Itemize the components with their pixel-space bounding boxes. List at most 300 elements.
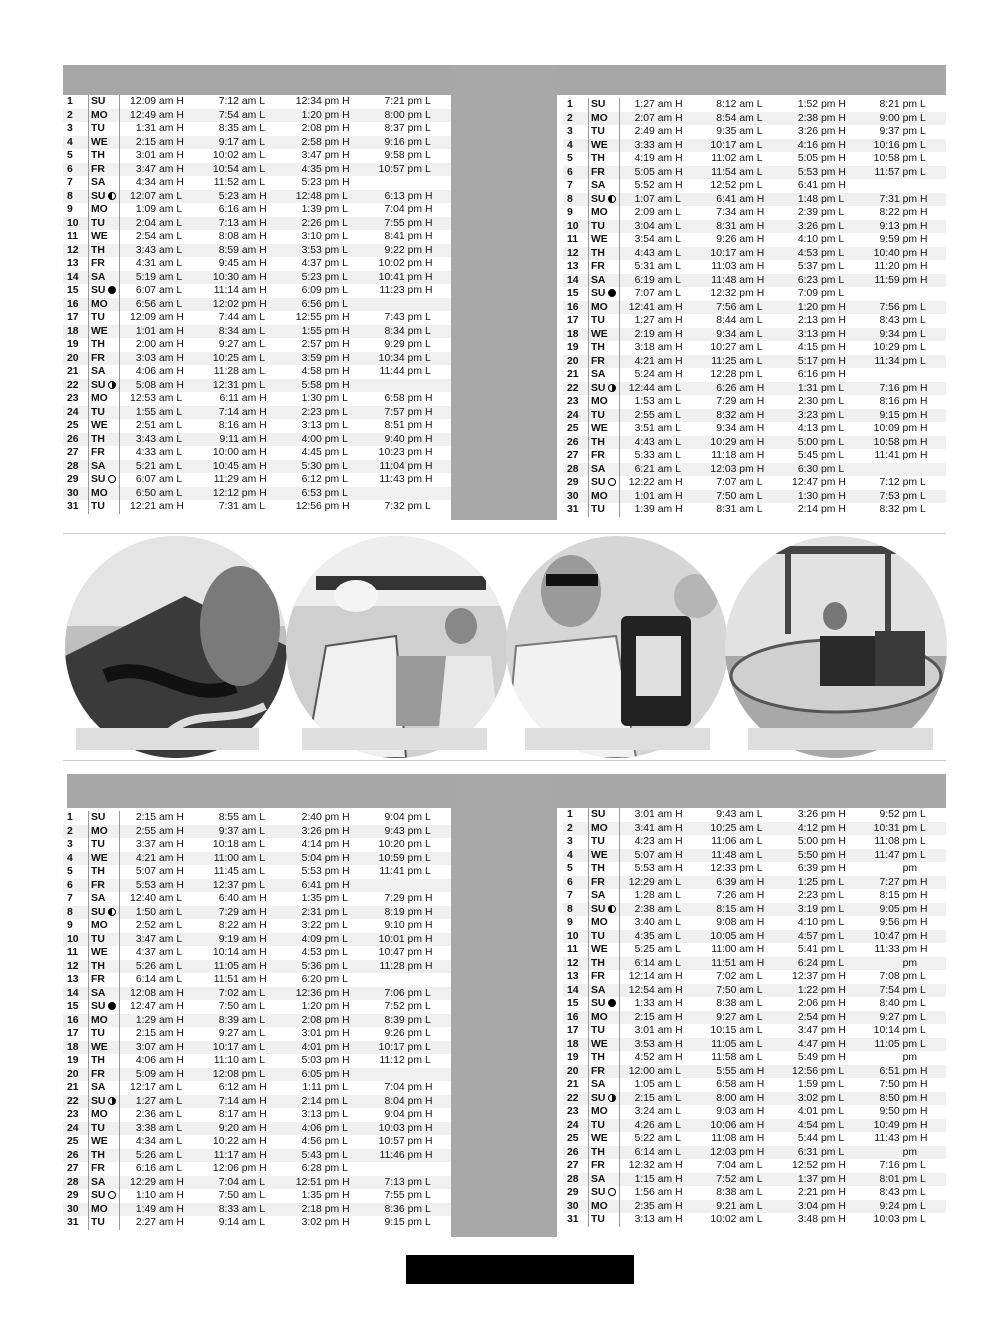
tide-code: L: [259, 1176, 266, 1188]
tide-time: 6:12 pm: [301, 474, 340, 485]
tide-time-cell: [120, 987, 203, 1001]
weekday-label: MO: [591, 301, 608, 313]
tide-code: L: [425, 163, 431, 175]
tide-code: H: [756, 423, 765, 434]
tide-code: L: [756, 99, 763, 110]
tide-time: 1:28 am: [634, 890, 673, 901]
table-row: [563, 1119, 946, 1133]
tide-code: H: [920, 1065, 928, 1077]
weekday: [589, 1024, 620, 1038]
day-number: 7: [67, 177, 73, 188]
tide-time: 10:25 am: [212, 352, 257, 364]
weekday: [589, 849, 620, 863]
tide-code: L: [176, 460, 183, 472]
weekday: [89, 933, 120, 947]
tide-time: 6:21 am: [634, 463, 673, 475]
tide-time: 9:05 pm: [879, 903, 917, 915]
photo-smiling-man: [506, 536, 728, 758]
tide-time: 6:11 am: [219, 393, 257, 404]
tide-time-cell: [368, 906, 451, 920]
tide-time-cell: [783, 436, 865, 450]
tide-time: 1:48 pm: [797, 193, 836, 205]
tide-time: 1:53 am: [634, 396, 673, 407]
table-row: [563, 1011, 946, 1025]
tide-time-cell: [368, 1135, 451, 1149]
tide-time: 2:55 am: [135, 825, 174, 837]
tide-code: H: [756, 436, 765, 448]
tide-time: 8:50 pm: [879, 1092, 917, 1104]
tide-time-cell: [864, 1132, 946, 1146]
tide-time-cell: [120, 933, 203, 947]
tide-code: H: [425, 271, 433, 283]
tide-code: H: [838, 369, 846, 380]
weekday: [89, 1189, 120, 1203]
day-number: 8: [563, 903, 589, 917]
tide-code: H: [838, 99, 846, 110]
tide-time: 12:52 pm: [710, 180, 754, 191]
tide-time-cell: [120, 960, 203, 974]
tide-code: L: [259, 109, 266, 121]
tide-code: H: [425, 947, 433, 958]
tide-time-cell: [864, 152, 946, 166]
tide-time: 4:31 am: [135, 258, 174, 269]
table-row: [563, 382, 946, 396]
tide-time: 7:50 pm: [879, 1079, 917, 1090]
table-row: [563, 179, 946, 193]
tide-code: L: [756, 153, 763, 164]
tide-code: L: [920, 1200, 926, 1212]
tide-time: 6:16 am: [135, 1163, 174, 1174]
tide-time: 5:21 am: [135, 460, 174, 472]
weekday: [89, 109, 120, 123]
day-number: 11: [67, 231, 78, 242]
day-number: 13: [567, 971, 579, 982]
tide-time: 9:29 pm: [384, 339, 422, 350]
tide-time: 12:49 am: [130, 109, 174, 121]
table-row: [63, 1176, 451, 1190]
tide-time-cell: [120, 852, 203, 866]
tide-code: L: [342, 920, 348, 931]
day-number: 4: [63, 136, 89, 150]
tide-code: L: [675, 944, 681, 955]
tide-time: 7:29 am: [716, 396, 754, 407]
tide-time: 7:54 am: [218, 109, 257, 121]
table-row: [63, 163, 451, 177]
tide-time: 12:03 pm: [710, 463, 754, 475]
new-moon-icon: [108, 1002, 116, 1010]
tide-code: L: [425, 1203, 431, 1215]
day-number: 25: [67, 420, 79, 431]
weekday-label: SU: [91, 1001, 106, 1012]
tide-time-cell: [285, 825, 368, 839]
weekday: [89, 879, 120, 893]
tide-time-cell: [783, 903, 865, 917]
tide-time-cell: [285, 865, 368, 879]
day-number: 12: [63, 960, 89, 974]
day-number: 19: [67, 339, 79, 350]
tide-time: 1:27 am: [135, 1095, 174, 1107]
tide-time: 7:02 am: [218, 987, 257, 999]
day-number: 1: [567, 809, 573, 820]
tide-code: L: [920, 342, 926, 353]
tide-time-cell: [202, 163, 285, 177]
tide-time: 5:53 am: [634, 863, 673, 874]
day-number: 28: [63, 1176, 89, 1190]
tide-code: H: [425, 406, 433, 418]
tide-code: L: [675, 436, 681, 448]
tide-time: 8:34 am: [218, 325, 257, 337]
weekday-label: TU: [591, 1214, 605, 1225]
weekday-label: MO: [591, 1106, 608, 1117]
day-number: 21: [567, 1079, 579, 1090]
tide-time: 3:24 am: [634, 1106, 673, 1117]
weekday-label: SU: [591, 193, 606, 205]
tide-time-cell: [783, 1132, 865, 1146]
tide-code: H: [920, 247, 928, 259]
weekday: [589, 903, 620, 917]
tide-code: L: [342, 960, 348, 972]
table-row: [563, 422, 946, 436]
tide-time-cell: [285, 960, 368, 974]
tide-code: L: [259, 839, 266, 850]
tide-time: 8:43 pm: [879, 1187, 917, 1198]
tide-time-cell: [620, 436, 702, 450]
tide-time: 1:37 pm: [797, 1173, 836, 1185]
tide-time: 4:16 pm: [797, 139, 836, 151]
tide-code: L: [425, 1028, 431, 1039]
tide-time-cell: [285, 500, 368, 514]
table-row: [63, 203, 451, 217]
tide-time-cell: [620, 1038, 702, 1052]
tide-time-cell: [783, 1213, 865, 1227]
weekday: [89, 1081, 120, 1095]
tide-time-cell: [701, 395, 783, 409]
weekday: [589, 490, 620, 504]
tide-time-cell: [368, 987, 451, 1001]
tide-time: 7:50 am: [716, 984, 754, 996]
tide-code: H: [425, 1109, 433, 1120]
weekday-label: TU: [91, 406, 105, 418]
tide-time-cell: [864, 1024, 946, 1038]
tide-code: L: [342, 460, 348, 472]
tide-time-cell: [783, 449, 865, 463]
tide-code: H: [838, 1200, 846, 1212]
tide-time: 3:22 pm: [301, 920, 340, 931]
tide-code: L: [342, 1122, 348, 1134]
tide-time: 12:55 pm: [295, 312, 340, 323]
tide-code: H: [342, 879, 350, 891]
tide-code: H: [675, 355, 683, 367]
tide-time: 3:01 pm: [301, 1028, 340, 1039]
tide-time-cell: [783, 1024, 865, 1038]
tide-time-cell: [120, 1000, 203, 1014]
table-row: [63, 365, 451, 379]
tide-time: 6:30 pm: [797, 463, 836, 475]
tide-time: 10:31 pm: [873, 822, 917, 834]
weekday-label: TU: [591, 504, 605, 515]
weekday: [89, 852, 120, 866]
tide-time-cell: [620, 916, 702, 930]
tide-code: L: [838, 207, 845, 218]
tide-time-cell: [620, 957, 702, 971]
tide-code: L: [342, 406, 348, 418]
tide-code: H: [259, 217, 267, 229]
tide-time-cell: [285, 190, 368, 204]
tide-time: 11:04 pm: [379, 460, 422, 472]
tide-code: H: [838, 490, 846, 502]
tide-time: 9:34 pm: [879, 328, 917, 340]
tide-time: 6:41 am: [716, 193, 754, 205]
tide-time: 11:29 am: [213, 474, 257, 485]
table-row: [63, 244, 451, 258]
tide-time: 5:31 am: [634, 261, 673, 272]
photo-caption-2: [302, 728, 487, 750]
tide-time-cell: [783, 1092, 865, 1106]
tide-time-cell: [701, 382, 783, 396]
table-row: [563, 409, 946, 423]
tide-code: L: [259, 1001, 266, 1012]
tide-time-cell: [864, 220, 946, 234]
weekday-label: FR: [591, 971, 605, 982]
weekday-label: SU: [91, 190, 106, 202]
new-moon-icon: [608, 999, 616, 1007]
tide-code: H: [675, 1160, 683, 1171]
tide-code: H: [675, 112, 683, 124]
tide-time: 5:07 am: [634, 849, 673, 861]
tide-code: H: [342, 150, 350, 161]
tide-time-cell: [620, 889, 702, 903]
tide-time-cell: [620, 930, 702, 944]
tide-time: 12:09 am: [130, 96, 174, 107]
tide-code: H: [176, 379, 184, 391]
tide-time: 6:58 am: [716, 1079, 754, 1090]
weekday: [89, 446, 120, 460]
tide-time: 7:32 pm: [384, 501, 422, 512]
tide-time-cell: [368, 352, 451, 366]
weekday: [589, 260, 620, 274]
tide-time: 9:59 pm: [879, 234, 917, 245]
weekday-label: TH: [591, 342, 605, 353]
tide-time: 1:10 am: [135, 1190, 174, 1201]
tide-time: 11:23 pm: [379, 285, 422, 296]
tide-time-cell: [368, 1122, 451, 1136]
tide-code: H: [259, 420, 267, 431]
weekday-label: MO: [591, 112, 608, 124]
weekday: [89, 352, 120, 366]
tide-time: 10:15 am: [710, 1025, 754, 1036]
tide-time-cell: [783, 808, 865, 822]
day-number: 27: [67, 447, 79, 458]
tide-code: H: [176, 150, 184, 161]
day-number: 27: [567, 1160, 579, 1171]
tide-time: 8:16 am: [218, 420, 257, 431]
tide-code: L: [259, 339, 266, 350]
tide-code: H: [259, 974, 267, 985]
tide-time-cell: [202, 1027, 285, 1041]
tide-time-cell: [120, 446, 203, 460]
header-band-top-right: [557, 65, 946, 95]
tide-time-cell: [285, 446, 368, 460]
tide-time: 12:12 pm: [212, 487, 257, 499]
day-number: 17: [67, 1028, 79, 1039]
tide-time-cell: [368, 1189, 451, 1203]
tide-code: L: [259, 177, 266, 188]
tide-code: H: [425, 1136, 433, 1147]
tide-time: 6:51 pm: [879, 1065, 917, 1077]
tide-code: H: [675, 863, 683, 874]
tide-time: 4:52 am: [634, 1052, 673, 1063]
tide-time-cell: [620, 1011, 702, 1025]
tide-time-cell: [701, 876, 783, 890]
tide-time-cell: [620, 1105, 702, 1119]
tide-time-cell: [783, 1186, 865, 1200]
tide-time: 11:05 pm: [874, 1038, 917, 1050]
tide-code: L: [425, 1041, 431, 1053]
tide-code: H: [342, 123, 350, 134]
tide-code: H: [675, 315, 683, 326]
tide-time: 11:48 am: [711, 274, 754, 286]
tide-time-cell: [368, 1000, 451, 1014]
weekday: [589, 395, 620, 409]
tide-time-cell: [202, 487, 285, 501]
tide-code: H: [675, 1038, 683, 1050]
table-row: [563, 1200, 946, 1214]
tide-time: 9:37 am: [218, 825, 257, 837]
tide-time: 1:20 pm: [301, 1001, 340, 1012]
tide-table-bottom-left: [63, 811, 451, 1230]
new-moon-icon: [108, 286, 116, 294]
weekday: [589, 1159, 620, 1173]
day-number: 13: [567, 261, 579, 272]
day-number: 28: [563, 463, 589, 477]
weekday-label: FR: [591, 355, 605, 367]
tide-time-cell: [701, 503, 783, 517]
tide-time: 9:11 am: [219, 433, 257, 445]
table-row: [563, 449, 946, 463]
table-row: [63, 825, 451, 839]
tide-time-cell: [783, 314, 865, 328]
tide-time: 3:51 am: [634, 423, 673, 434]
tide-code: L: [838, 193, 845, 205]
tide-time-cell: [701, 1159, 783, 1173]
tide-time-cell: [285, 473, 368, 487]
day-number: 26: [63, 433, 89, 447]
weekday: [589, 984, 620, 998]
tide-time-cell: [285, 933, 368, 947]
day-number: 7: [567, 180, 573, 191]
weekday-label: FR: [591, 450, 605, 461]
tide-code: L: [342, 1149, 348, 1161]
tide-code: H: [342, 325, 350, 337]
tide-code: H: [838, 809, 846, 820]
tide-time-cell: [701, 1038, 783, 1052]
tide-time: 3:43 am: [135, 433, 174, 445]
tide-time-cell: [202, 230, 285, 244]
tide-code: H: [920, 220, 928, 232]
day-number: 9: [567, 917, 573, 928]
tide-code: L: [176, 487, 183, 499]
tide-code: H: [342, 852, 350, 864]
day-number: 3: [567, 836, 573, 847]
tide-code: L: [675, 423, 681, 434]
day-number: 7: [567, 890, 573, 901]
table-row: [563, 1186, 946, 1200]
tide-code: H: [756, 382, 765, 394]
tide-code: L: [259, 852, 266, 864]
tide-time: 11:58 am: [711, 1052, 754, 1063]
table-row: [563, 903, 946, 917]
tide-time-cell: [202, 892, 285, 906]
tide-time-cell: [285, 338, 368, 352]
weekday: [589, 193, 620, 207]
tide-code: L: [675, 1146, 681, 1158]
tide-code: L: [425, 150, 431, 161]
day-number: 21: [67, 1082, 79, 1093]
tide-time: 7:16 pm: [879, 382, 917, 394]
tide-time-cell: [285, 1054, 368, 1068]
tide-time: 9:15 pm: [879, 409, 917, 421]
tide-time-cell: [620, 220, 702, 234]
day-number: 10: [63, 217, 89, 231]
weekday: [589, 112, 620, 126]
tide-code: L: [838, 409, 845, 421]
tide-time: 4:09 pm: [301, 933, 340, 945]
tide-time-cell: [285, 230, 368, 244]
day-number: 11: [567, 234, 578, 245]
tide-code: L: [756, 1173, 763, 1185]
weekday: [89, 906, 120, 920]
tide-time: 2:54 pm: [797, 1011, 836, 1023]
tide-time-cell: [202, 1095, 285, 1109]
tide-time: 4:21 am: [634, 355, 673, 367]
tide-time-cell: [202, 433, 285, 447]
tide-time: 3:47 pm: [301, 150, 340, 161]
tide-time: 12:56 pm: [792, 1065, 836, 1077]
tide-time: 5:49 pm: [797, 1052, 836, 1063]
tide-code: H: [838, 139, 846, 151]
tide-code: H: [176, 312, 184, 323]
tide-code: H: [756, 917, 765, 928]
tide-time: 4:13 pm: [797, 423, 836, 434]
tide-time-cell: [864, 166, 946, 180]
tide-time: 1:56 am: [634, 1187, 673, 1198]
tide-code: L: [176, 244, 183, 256]
tide-time: 11:44 pm: [379, 366, 422, 377]
tide-time: 7:04 pm: [384, 204, 422, 215]
tide-time: 3:02 pm: [301, 1217, 340, 1228]
tide-code: H: [342, 866, 350, 877]
first-moon-icon: [108, 1097, 116, 1105]
tide-time-cell: [864, 1065, 946, 1079]
tide-time-cell: [620, 1213, 702, 1227]
table-row: [63, 109, 451, 123]
weekday: [589, 436, 620, 450]
tide-code: L: [920, 315, 926, 326]
tide-time: 9:52 pm: [879, 809, 917, 820]
tide-code: H: [675, 1025, 683, 1036]
tide-code: L: [176, 420, 183, 431]
tide-code: L: [838, 247, 845, 259]
tide-code: L: [342, 244, 348, 256]
tide-code: H: [176, 1055, 184, 1066]
tide-code: L: [425, 1190, 431, 1201]
tide-time: 5:00 pm: [797, 436, 836, 448]
weekday-label: WE: [591, 328, 608, 340]
tide-code: L: [756, 477, 763, 488]
tide-time-cell: [202, 460, 285, 474]
tide-code: H: [176, 96, 184, 107]
tide-code: L: [838, 957, 845, 969]
